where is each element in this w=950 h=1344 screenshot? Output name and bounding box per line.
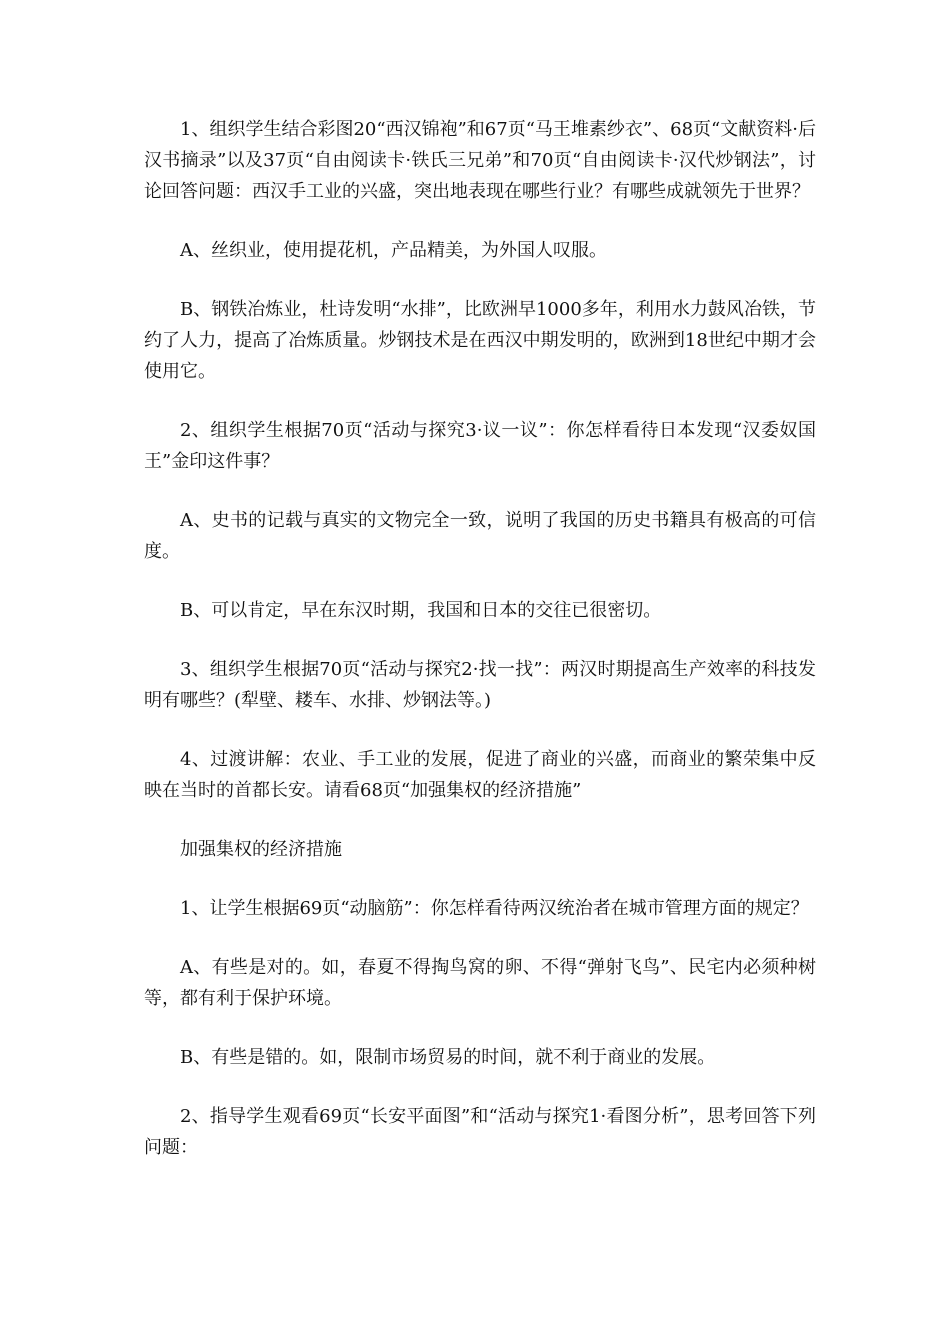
paragraph-4: 2、组织学生根据70页“活动与探究3·议一议”：你怎样看待日本发现“汉委奴国王”金印这件事？ [144,420,816,472]
paragraph-3: B、钢铁冶炼业，杜诗发明“水排”，比欧洲早1000多年，利用水力鼓风冶铁，节约了人力，提高了冶炼质量。炒钢技术是在西汉中期发明的，欧洲到18世纪中期才会使用它。 [144,299,816,382]
document-body [144,114,816,1191]
paragraph-10: 1、让学生根据69页“动脑筋”：你怎样看待两汉统治者在城市管理方面的规定？ [180,898,809,919]
section-heading: 加强集权的经济措施 [180,839,342,860]
paragraph-7: 3、组织学生根据70页“活动与探究2·找一找”：两汉时期提高生产效率的科技发明有哪些？(犁壁、耧车、水排、炒钢法等。) [144,659,816,711]
paragraph-6: B、可以肯定，早在东汉时期，我国和日本的交往已很密切。 [180,600,662,621]
paragraph-12: B、有些是错的。如，限制市场贸易的时间，就不利于商业的发展。 [180,1047,716,1068]
paragraph-2: A、丝织业，使用提花机，产品精美，为外国人叹服。 [180,240,607,261]
paragraph-13: 2、指导学生观看69页“长安平面图”和“活动与探究1·看图分析”，思考回答下列问题： [144,1106,816,1158]
paragraph-1: 1、组织学生结合彩图20“西汉锦袍”和67页“马王堆素纱衣”、68页“文献资料·后汉书摘录”以及37页“自由阅读卡·铁氏三兄弟”和70页“自由阅读卡·汉代炒钢法”，讨论回答问题：西汉手工业的兴盛，突出地表现在哪些行业？有哪些成就领先于世界？ [144,119,816,202]
paragraph-5: A、史书的记载与真实的文物完全一致，说明了我国的历史书籍具有极高的可信度。 [144,510,816,562]
paragraph-8: 4、过渡讲解：农业、手工业的发展，促进了商业的兴盛，而商业的繁荣集中反映在当时的首都长安。请看68页“加强集权的经济措施” [144,749,816,801]
paragraph-11: A、有些是对的。如，春夏不得掏鸟窝的卵、不得“弹射飞鸟”、民宅内必须种树等，都有利于保护环境。 [144,957,816,1009]
